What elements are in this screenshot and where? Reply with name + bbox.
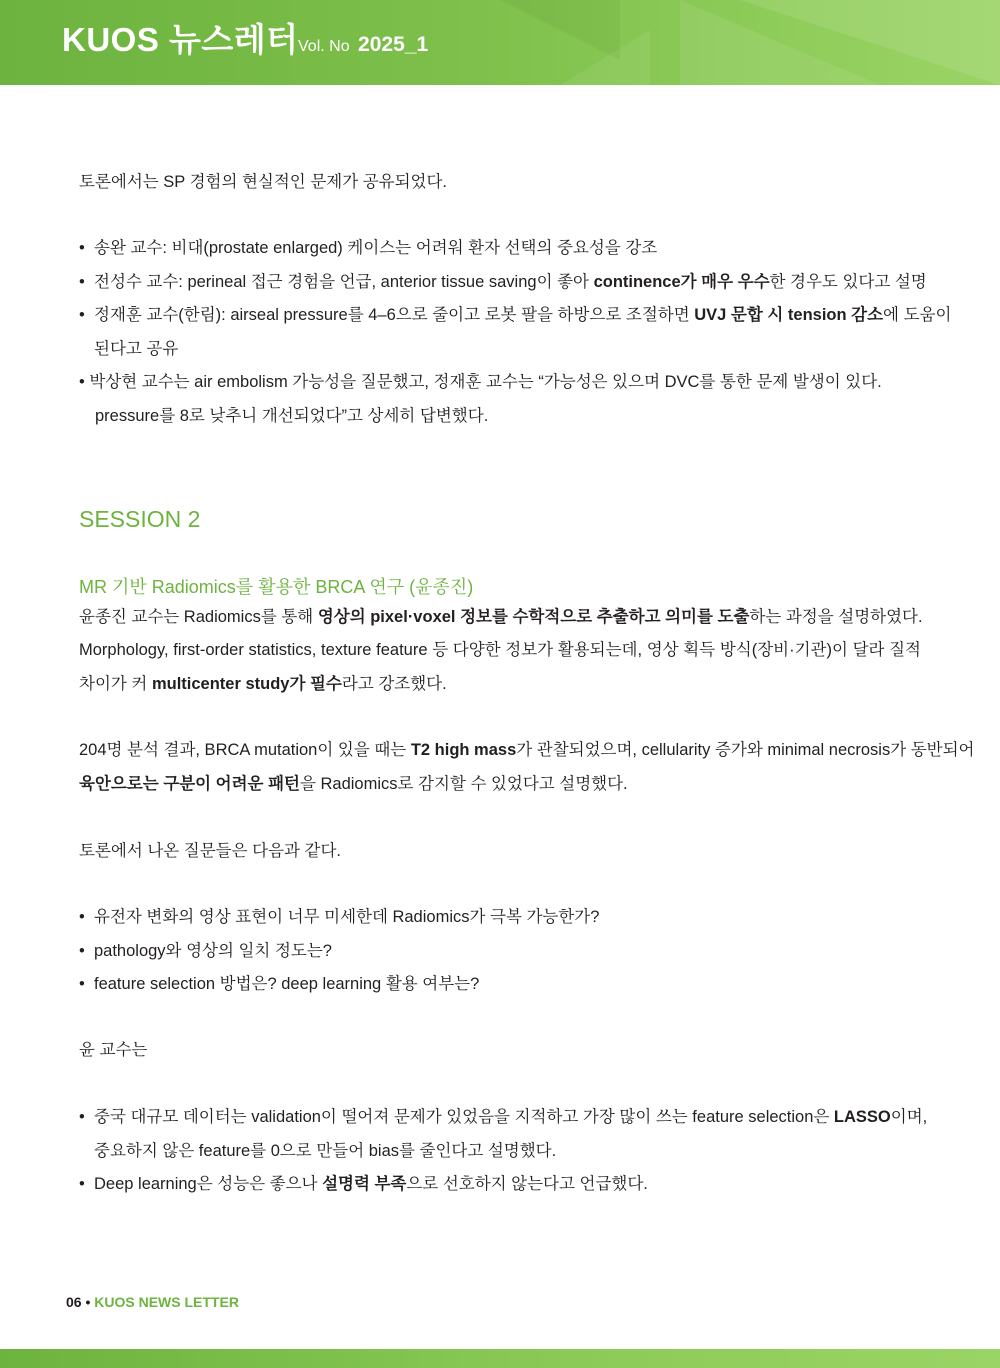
header-decoration — [680, 0, 880, 85]
bullet-icon: • — [79, 942, 85, 960]
intro-paragraph: 토론에서는 SP 경험의 현실적인 문제가 공유되었다. — [79, 173, 447, 191]
bullet-icon: • — [79, 908, 85, 926]
footer-bar — [0, 1349, 1000, 1368]
session-subtitle: MR 기반 Radiomics를 활용한 BRCA 연구 (윤종진) — [79, 577, 474, 597]
newsletter-title: KUOS 뉴스레터 — [62, 21, 299, 58]
paragraph-line: 육안으로는 구분이 어려운 패턴을 Radiomics로 감지할 수 있었다고 설명했다. — [79, 775, 628, 793]
page-footer — [66, 1294, 239, 1310]
bullet-icon: • — [79, 1175, 85, 1193]
session-heading: SESSION 2 — [79, 506, 201, 532]
list-item-continuation: 중요하지 않은 feature를 0으로 만들어 bias를 줄인다고 설명했다. — [94, 1142, 557, 1160]
volume-info — [298, 33, 428, 57]
paragraph-line: 차이가 커 multicenter study가 필수라고 강조했다. — [79, 675, 447, 693]
paragraph-line: 윤종진 교수는 Radiomics를 통해 영상의 pixel·voxel 정보를 수학적으로 추출하고 의미를 도출하는 과정을 설명하였다. — [79, 608, 923, 626]
bullet-icon: • — [79, 239, 85, 257]
paragraph-line: Morphology, first-order statistics, texture feature 등 다양한 정보가 활용되는데, 영상 획득 방식(장비·기관)이 달라 질적 — [79, 641, 921, 659]
bullet-icon: • — [79, 373, 85, 391]
bullet-icon: • — [79, 306, 85, 324]
list-item: • pathology와 영상의 일치 정도는? — [79, 939, 332, 963]
bullet-icon: • — [79, 273, 85, 291]
list-item: • 박상현 교수는 air embolism 가능성을 질문했고, 정재훈 교수는 “가능성은 있으며 DVC를 통한 문제 발생이 있다. — [79, 373, 882, 391]
list-item: • 송완 교수: 비대(prostate enlarged) 케이스는 어려워 환자 선택의 중요성을 강조 — [79, 236, 657, 260]
footer-publication-name: KUOS NEWS LETTER — [94, 1294, 239, 1310]
list-item: • 전성수 교수: perineal 접근 경험을 언급, anterior tissue saving이 좋아 continence가 매우 우수한 경우도 있다고 설명 — [79, 270, 927, 294]
list-item: • Deep learning은 성능은 좋으나 설명력 부족으로 선호하지 않는다고 언급했다. — [79, 1172, 648, 1196]
list-item-continuation: 된다고 공유 — [94, 340, 179, 358]
page-number: 06 — [66, 1294, 82, 1310]
list-item: • 정재훈 교수(한림): airseal pressure를 4–6으로 줄이고 로봇 팔을 하방으로 조절하면 UVJ 문합 시 tension 감소에 도움이 — [79, 303, 951, 327]
list-item-continuation: pressure를 8로 낮추니 개선되었다”고 상세히 답변했다. — [95, 407, 489, 425]
answer-intro: 윤 교수는 — [79, 1041, 148, 1059]
list-item: • 중국 대규모 데이터는 validation이 떨어져 문제가 있었음을 지적하고 가장 많이 쓰는 feature selection은 LASSO이며, — [79, 1105, 927, 1129]
page-header — [0, 0, 1000, 85]
header-decoration — [560, 30, 650, 85]
questions-intro: 토론에서 나온 질문들은 다음과 같다. — [79, 842, 342, 860]
list-item: • feature selection 방법은? deep learning 활용 여부는? — [79, 972, 479, 996]
list-item: • 유전자 변화의 영상 표현이 너무 미세한데 Radiomics가 극복 가능한가? — [79, 905, 599, 929]
bullet-icon: • — [79, 975, 85, 993]
paragraph-line: 204명 분석 결과, BRCA mutation이 있을 때는 T2 high mass가 관찰되었으며, cellularity 증가와 minimal necrosis가 동반되어 — [79, 741, 975, 759]
volume-label: Vol. No — [298, 38, 350, 55]
bullet-icon: • — [79, 1108, 85, 1126]
volume-number: 2025_1 — [358, 33, 429, 56]
footer-separator: • — [85, 1294, 91, 1310]
